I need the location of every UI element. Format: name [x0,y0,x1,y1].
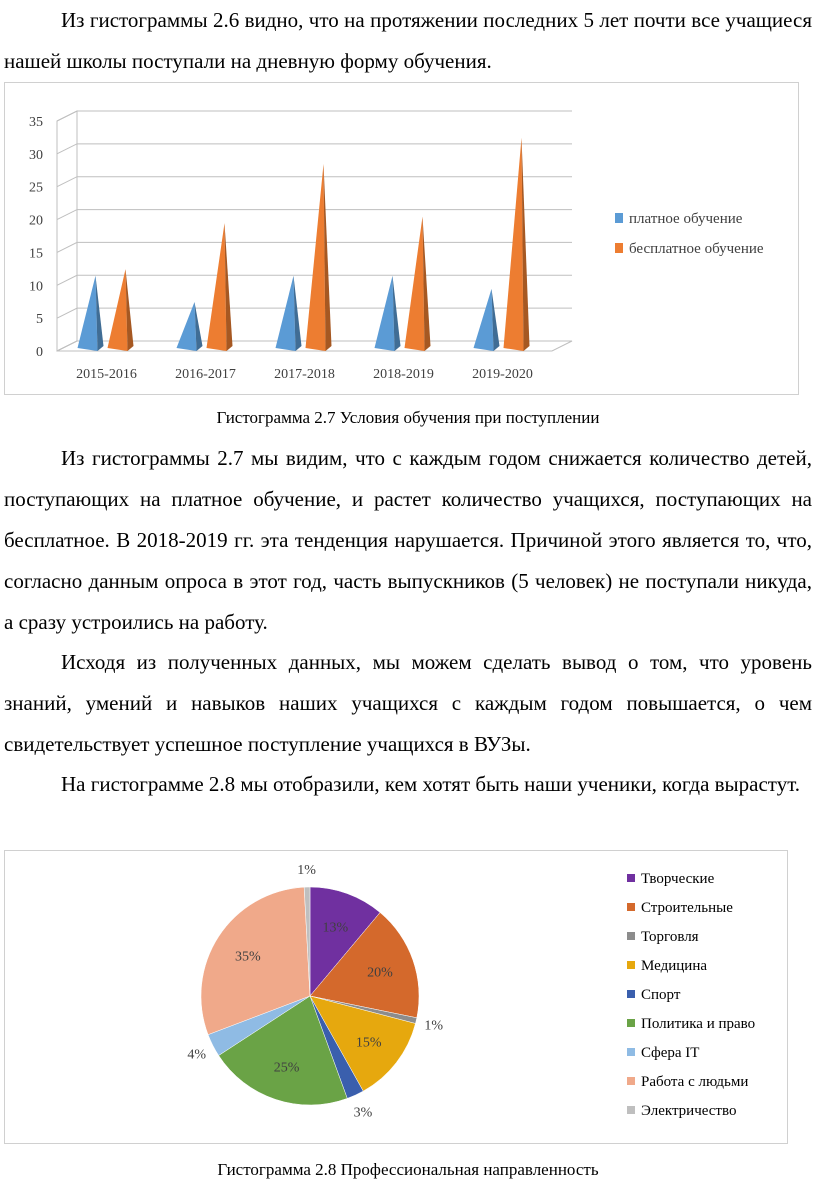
chart-caption-2: Гистограмма 2.8 Профессиональная направленность [217,1160,599,1179]
cone-chart [5,83,798,394]
pie-data-label: 3% [353,1105,373,1121]
legend-label: Политика и право [641,1016,756,1032]
pie-chart-frame [4,850,788,1144]
pie-data-label: 1% [424,1018,444,1034]
legend-swatch [627,903,635,911]
cone-front [405,217,425,351]
cone-front [108,269,128,351]
gridline [57,177,572,187]
pie-data-label: 15% [355,1035,382,1051]
cone-front [276,276,296,351]
cone-chart-frame [4,82,799,395]
legend-label: Сфера IT [641,1045,700,1061]
y-tick-label: 0 [36,345,43,360]
legend-swatch [627,1106,635,1114]
legend-swatch [627,1019,635,1027]
gridline [57,111,572,121]
side-wall [57,111,77,351]
legend-swatch [627,932,635,940]
legend-swatch [627,990,635,998]
paragraph-3: Исходя из полученных данных, мы можем сделать вывод о том, что уровень знаний, умений и навыков наших учащихся с каждым годом повышается, о чем свидетельствует успешное поступление учащихся в ВУЗы. [4,650,812,756]
legend-label: Медицина [641,958,707,974]
paragraph-4: На гистограмме 2.8 мы отобразили, кем хотят быть наши ученики, когда вырастут. [61,772,801,796]
legend-swatch [615,243,623,253]
gridline [57,242,572,252]
cone-front [375,276,395,351]
cone-front [177,302,197,351]
chart-caption-1: Гистограмма 2.7 Условия обучения при поступлении [216,408,600,427]
cone-front [306,164,326,351]
pie-data-label: 13% [322,920,349,936]
cone-front [504,138,524,351]
cone-front [78,276,98,351]
legend-label: Торговля [641,929,699,945]
x-tick-label: 2015-2016 [76,367,137,382]
legend-label: платное обучение [629,211,743,227]
y-tick-label: 35 [29,115,43,130]
gridline [57,210,572,220]
y-tick-label: 20 [29,213,43,229]
legend-label: Спорт [641,987,681,1003]
pie-data-label: 1% [297,863,316,879]
legend-label: Строительные [641,900,733,916]
y-tick-label: 15 [29,246,43,262]
y-tick-label: 5 [36,312,43,328]
pie-data-label: 20% [367,965,393,981]
legend-swatch [615,213,623,223]
pie-data-label: 25% [273,1060,300,1076]
y-tick-label: 25 [29,180,43,196]
x-tick-label: 2017-2018 [274,367,335,382]
y-tick-label: 30 [29,147,43,163]
x-tick-label: 2018-2019 [373,367,434,382]
cone-front [474,289,494,351]
legend-swatch [627,961,635,969]
paragraph-2: Из гистограммы 2.7 мы видим, что с каждым годом снижается количество детей, поступающих на платное обучение, и растет количество учащихся, поступающих на бесплатное. В 2018-2019 гг. эта тенденция нарушается. Причиной этого является то, что, согласно данным опроса в этот год, часть выпускников (5 человек) не поступали никуда, а сразу устроились на работу. [4,446,812,634]
legend-swatch [627,1077,635,1085]
pie-data-label: 4% [187,1047,207,1063]
legend-label: Работа с людьми [641,1074,749,1090]
legend-label: Электричество [641,1103,737,1119]
legend-label: бесплатное обучение [629,241,764,257]
legend-swatch [627,1048,635,1056]
gridline [57,144,572,154]
y-tick-label: 10 [29,279,43,295]
legend-label: Творческие [641,871,715,887]
paragraph-1: Из гистограммы 2.6 видно, что на протяжении последних 5 лет почти все учащиеся нашей школы поступали на дневную форму обучения. [4,8,812,73]
x-tick-label: 2016-2017 [175,367,236,382]
pie-chart [5,851,787,1143]
x-tick-label: 2019-2020 [472,367,533,382]
legend-swatch [627,874,635,882]
pie-data-label: 35% [235,949,261,965]
